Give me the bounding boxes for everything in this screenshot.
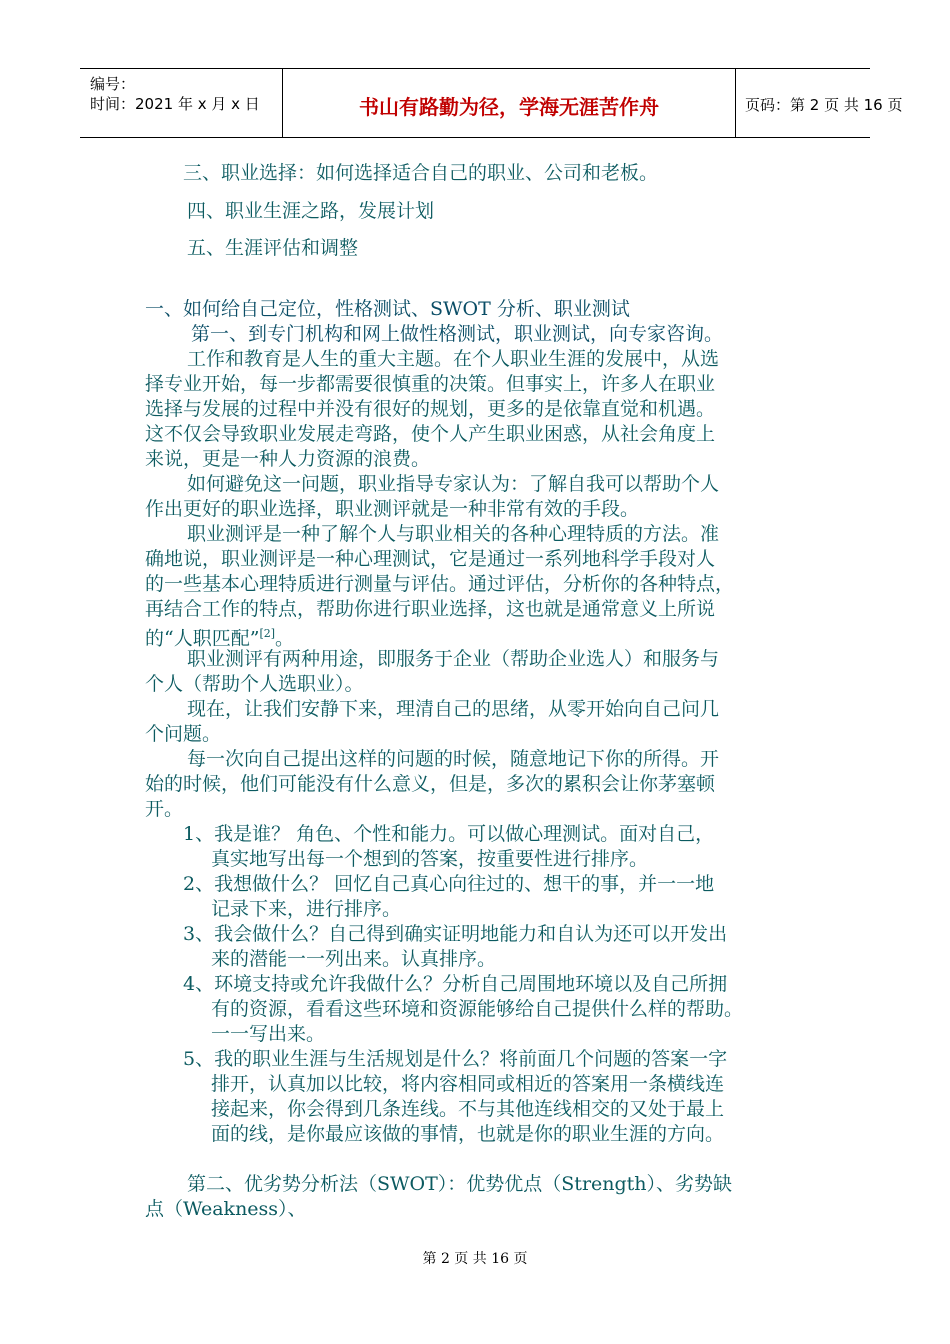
paragraph-line: 作出更好的职业选择，职业测评就是一种非常有效的手段。 <box>145 498 640 520</box>
paragraph-text-end: 。 <box>275 627 295 650</box>
paragraph-line: 职业测评有两种用途，即服务于企业（帮助企业选人）和服务与 <box>187 648 720 670</box>
list-item-continuation: 有的资源，看看这些环境和资源能够给自己提供什么样的帮助。 <box>211 998 744 1020</box>
paragraph-line: 个问题。 <box>145 723 222 745</box>
paragraph-line: 来说，更是一种人力资源的浪费。 <box>145 448 431 470</box>
list-item-continuation: 记录下来，进行排序。 <box>211 898 402 920</box>
paragraph-text: 的“人职匹配” <box>145 627 260 650</box>
paragraph-line <box>145 623 294 649</box>
list-item-continuation: 面的线，是你最应该做的事情，也就是你的职业生涯的方向。 <box>211 1123 725 1145</box>
toc-item: 四、职业生涯之路，发展计划 <box>187 200 435 222</box>
page-footer: 第 2 页 共 16 页 <box>422 1251 528 1267</box>
toc-item: 五、生涯评估和调整 <box>187 237 359 259</box>
paragraph-line: 始的时候，他们可能没有什么意义，但是，多次的累积会让你茅塞顿 <box>145 773 716 795</box>
header-table <box>80 68 903 138</box>
motto-text: 书山有路勤为径，学海无涯苦作舟 <box>359 95 659 119</box>
page-code: 页码：第 2 页 共 16 页 <box>745 96 903 114</box>
paragraph-line: 这不仅会导致职业发展走弯路，使个人产生职业困惑，从社会角度上 <box>145 423 716 445</box>
list-item: 2、我想做什么？ 回忆自己真心向往过的、想干的事，并一一地 <box>183 873 715 895</box>
list-item: 5、我的职业生涯与生活规划是什么？将前面几个问题的答案一字 <box>183 1048 728 1070</box>
list-item-continuation: 真实地写出每一个想到的答案，按重要性进行排序。 <box>211 848 649 870</box>
header-right-cell <box>735 69 903 137</box>
doc-number-label: 编号： <box>90 75 136 93</box>
paragraph-line: 现在，让我们安静下来，理清自己的思绪，从零开始向自己问几 <box>187 698 720 720</box>
paragraph-line: 工作和教育是人生的重大主题。在个人职业生涯的发展中，从选 <box>187 348 720 370</box>
list-item-continuation: 来的潜能一一列出来。认真排序。 <box>211 948 497 970</box>
doc-date-label: 时间：2021 年 x 月 x 日 <box>90 95 260 113</box>
paragraph-line: 选择与发展的过程中并没有很好的规划，更多的是依靠直觉和机遇。 <box>145 398 716 420</box>
header-mid-cell <box>282 69 736 137</box>
citation-ref: [2] <box>259 627 276 640</box>
paragraph-line: 第一、到专门机构和网上做性格测试，职业测试，向专家咨询。 <box>191 323 724 345</box>
list-item-continuation: 一一写出来。 <box>211 1023 326 1045</box>
list-item-continuation: 接起来，你会得到几条连线。不与其他连线相交的又处于最上 <box>211 1098 725 1120</box>
paragraph-line: 的一些基本心理特质进行测量与评估。通过评估，分析你的各种特点， <box>145 573 735 595</box>
paragraph-line: 开。 <box>145 798 184 820</box>
paragraph-line: 确地说，职业测评是一种心理测试，它是通过一系列地科学手段对人 <box>145 548 716 570</box>
section-heading: 一、如何给自己定位，性格测试、SWOT 分析、职业测试 <box>145 298 630 320</box>
paragraph-line: 个人（帮助个人选职业）。 <box>145 673 364 695</box>
list-item: 4、环境支持或允许我做什么？分析自己周围地环境以及自己所拥 <box>183 973 728 995</box>
paragraph-line: 每一次向自己提出这样的问题的时候，随意地记下你的所得。开 <box>187 748 720 770</box>
paragraph-line: 再结合工作的特点，帮助你进行职业选择，这也就是通常意义上所说 <box>145 598 716 620</box>
list-item: 1、我是谁？ 角色、个性和能力。可以做心理测试。面对自己， <box>183 823 715 845</box>
paragraph-line: 第二、优劣势分析法（SWOT）：优势优点（Strength）、劣势缺 <box>187 1173 733 1195</box>
header-left-cell <box>80 69 282 137</box>
paragraph-line: 择专业开始，每一步都需要很慎重的决策。但事实上，许多人在职业 <box>145 373 716 395</box>
list-item: 3、我会做什么？自己得到确实证明地能力和自认为还可以开发出 <box>183 923 728 945</box>
paragraph-line: 职业测评是一种了解个人与职业相关的各种心理特质的方法。准 <box>187 523 720 545</box>
toc-item: 三、职业选择：如何选择适合自己的职业、公司和老板。 <box>183 162 659 184</box>
list-item-continuation: 排开，认真加以比较，将内容相同或相近的答案用一条横线连 <box>211 1073 725 1095</box>
paragraph-line: 如何避免这一问题，职业指导专家认为：了解自我可以帮助个人 <box>187 473 720 495</box>
paragraph-line: 点（Weakness）、 <box>145 1198 307 1220</box>
